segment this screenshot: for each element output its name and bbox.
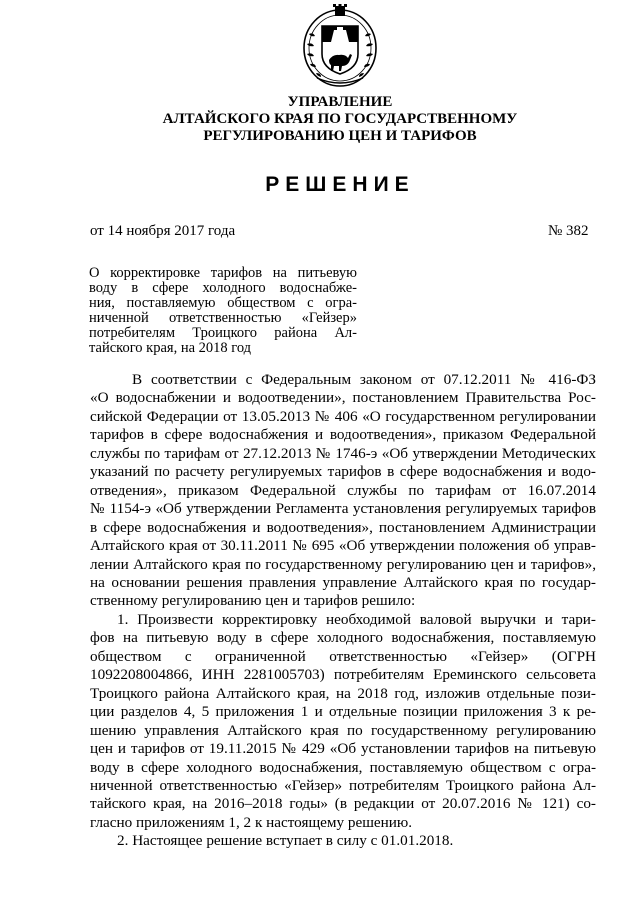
body-line: В соответствии с Федеральным законом от 07.12.2011 № 416-ФЗ bbox=[132, 371, 596, 388]
subject-line: тайского края, на 2018 год bbox=[89, 340, 252, 356]
coat-of-arms-icon bbox=[301, 4, 379, 88]
body-line: ственному регулированию цен и тарифов решило: bbox=[90, 592, 416, 610]
body-line: Троицкого района Алтайского края, на 2018 год, изложив отдельные пози- bbox=[90, 684, 596, 702]
body-line: 2. Настоящее решение вступает в силу с 01.01.2018. bbox=[117, 832, 454, 850]
agency-line-2: АЛТАЙСКОГО КРАЯ ПО ГОСУДАРСТВЕННОМУ bbox=[162, 111, 518, 127]
document-title: РЕШЕНИЕ bbox=[265, 173, 415, 196]
body-line: отведения», приказом Федеральной службы по тарифам от 16.07.2014 bbox=[90, 481, 596, 499]
body-line: гласно приложениям 1, 2 к настоящему решению. bbox=[90, 813, 413, 831]
body-line: обществом с ограниченной ответственностью «Гейзер» (ОГРН bbox=[90, 647, 596, 665]
body-line: тарифов в сфере водоснабжения и водоотведения», приказом Федеральной bbox=[90, 426, 596, 444]
body-line: службы по тарифам от 27.12.2013 № 1746-э «Об утверждении Методических bbox=[90, 444, 596, 462]
body-line: сийской Федерации от 13.05.2013 № 406 «О государственном регулировании bbox=[90, 407, 596, 425]
document-body bbox=[90, 371, 596, 851]
subject-line: ния, поставляемую обществом с огра- bbox=[89, 295, 357, 311]
document-date: от 14 ноября 2017 года bbox=[90, 223, 236, 239]
agency-name bbox=[0, 94, 640, 145]
body-line: ции разделов 4, 5 приложения 1 и отдельные позиции приложения 3 к ре- bbox=[90, 703, 596, 721]
body-line: фов на питьевую воду в сфере холодного водоснабжения, поставляемую bbox=[90, 629, 596, 647]
body-line: в сфере водоснабжения и водоотведения», постановлением Администрации bbox=[90, 518, 596, 536]
subject-line: О корректировке тарифов на питьевую bbox=[89, 265, 357, 281]
body-line: лении Алтайского края по государственному регулированию цен и тарифов», bbox=[90, 555, 596, 573]
body-line: воду в сфере холодного водоснабжения, поставляемую обществом с огра- bbox=[90, 758, 596, 776]
agency-line-1: УПРАВЛЕНИЕ bbox=[287, 94, 393, 110]
body-line: 1. Произвести корректировку необходимой валовой выручки и тари- bbox=[117, 610, 596, 628]
body-line: цен и тарифов от 19.11.2015 № 429 «Об установлении тарифов на питьевую bbox=[90, 740, 596, 758]
body-line: указаний по расчету регулируемых тарифов в сфере водоснабжения и водо- bbox=[90, 463, 596, 481]
body-line: «О водоснабжении и водоотведении», постановлением Правительства Рос- bbox=[90, 389, 596, 407]
body-line: ниченной ответственностью «Гейзер» потребителям Троицкого района Ал- bbox=[90, 776, 596, 794]
body-line: 1092208004866, ИНН 2281005703) потребителям Ереминского сельсовета bbox=[90, 666, 596, 684]
subject-line: ниченной ответственностью «Гейзер» bbox=[89, 310, 357, 326]
subject-line: потребителям Троицкого района Ал- bbox=[89, 325, 357, 341]
body-line: тайского края, на 2016–2018 годы» (в редакции от 20.07.2016 № 121) со- bbox=[90, 795, 596, 813]
body-line: на основании решения правления управление Алтайского края по государ- bbox=[90, 573, 596, 591]
document-subject bbox=[89, 266, 357, 356]
body-line: Алтайского края от 30.11.2011 № 695 «Об утверждении положения об управ- bbox=[90, 537, 596, 555]
agency-line-3: РЕГУЛИРОВАНИЮ ЦЕН И ТАРИФОВ bbox=[203, 128, 477, 144]
body-line: шению управления Алтайского края по государственному регулированию bbox=[90, 721, 596, 739]
coat-of-arms-emblem bbox=[301, 4, 379, 88]
subject-line: воду в сфере холодного водоснабже- bbox=[89, 280, 357, 296]
document-number: № 382 bbox=[548, 223, 589, 239]
body-line: № 1154-э «Об утверждении Регламента установления регулируемых тарифов bbox=[90, 500, 596, 518]
